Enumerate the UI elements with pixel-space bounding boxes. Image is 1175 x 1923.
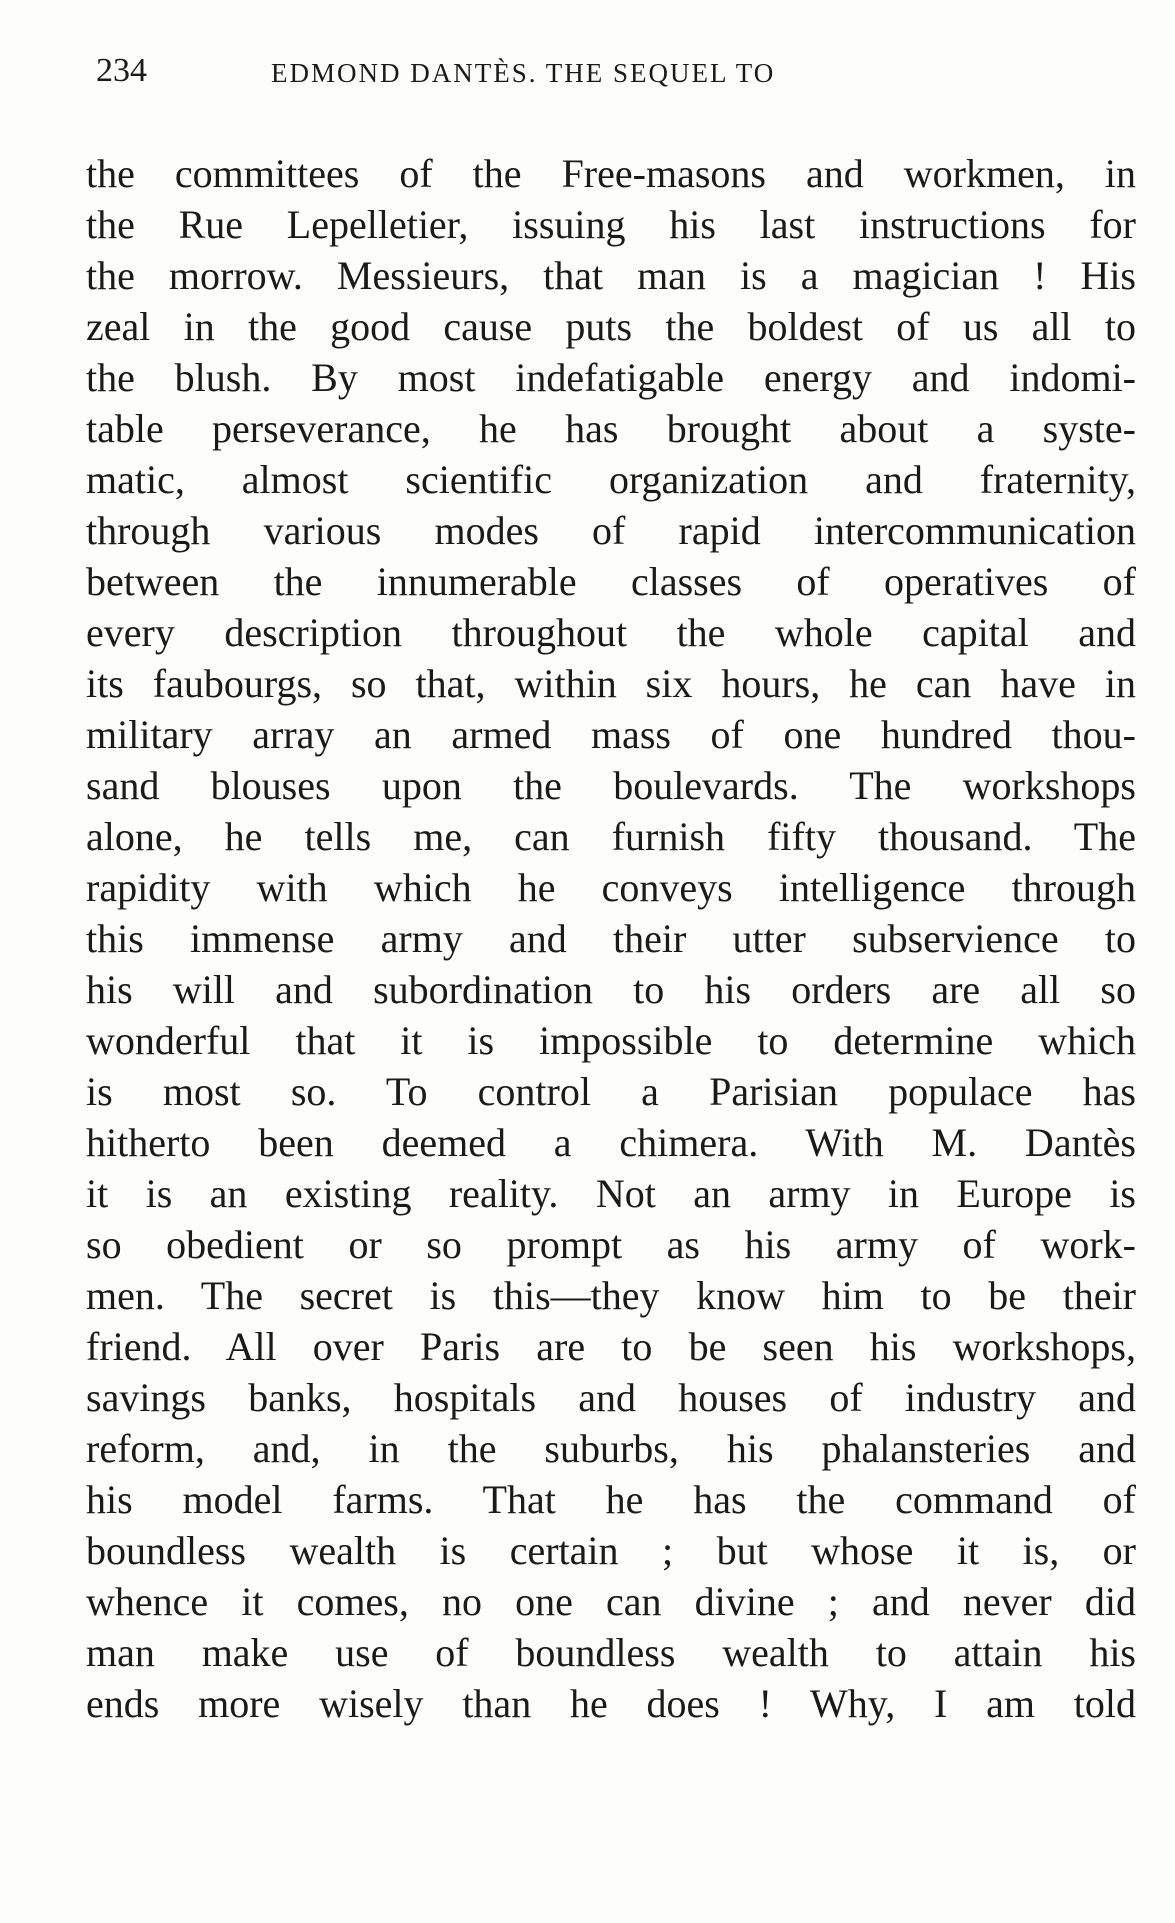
text-line: friend. All over Paris are to be seen his workshops, <box>86 1324 1136 1369</box>
page-number: 234 <box>96 52 147 89</box>
text-line: savings banks, hospitals and houses of industry and <box>86 1375 1136 1420</box>
text-line: this immense army and their utter subservience to <box>86 916 1136 961</box>
text-line: his will and subordination to his orders are all so <box>86 967 1136 1012</box>
text-line: wonderful that it is impossible to determine which <box>86 1018 1136 1063</box>
running-title: EDMOND DANTÈS. THE SEQUEL TO <box>271 58 776 88</box>
text-line: whence it comes, no one can divine ; and never did <box>86 1579 1136 1624</box>
text-line: alone, he tells me, can furnish fifty thousand. The <box>86 814 1136 859</box>
text-line: matic, almost scientific organization and fraternity, <box>86 457 1136 502</box>
text-line: the morrow. Messieurs, that man is a magician ! His <box>86 253 1136 298</box>
text-line: so obedient or so prompt as his army of work- <box>86 1222 1136 1267</box>
page-header <box>96 52 976 92</box>
text-line: the committees of the Free-masons and workmen, in <box>86 151 1136 196</box>
text-line: men. The secret is this—they know him to be their <box>86 1273 1136 1318</box>
text-line: rapidity with which he conveys intelligence through <box>86 865 1136 910</box>
text-line: its faubourgs, so that, within six hours, he can have in <box>86 661 1136 706</box>
text-line: the Rue Lepelletier, issuing his last instructions for <box>86 202 1136 247</box>
page-body-text <box>86 148 1136 1729</box>
text-line: man make use of boundless wealth to attain his <box>86 1630 1136 1675</box>
text-line: sand blouses upon the boulevards. The workshops <box>86 763 1136 808</box>
text-line: the blush. By most indefatigable energy and indomi- <box>86 355 1136 400</box>
text-line: zeal in the good cause puts the boldest of us all to <box>86 304 1136 349</box>
text-line: it is an existing reality. Not an army in Europe is <box>86 1171 1136 1216</box>
text-line: his model farms. That he has the command of <box>86 1477 1136 1522</box>
text-line: is most so. To control a Parisian populace has <box>86 1069 1136 1114</box>
text-line: military array an armed mass of one hundred thou- <box>86 712 1136 757</box>
text-line: through various modes of rapid intercommunication <box>86 508 1136 553</box>
text-line: table perseverance, he has brought about a syste- <box>86 406 1136 451</box>
text-line: reform, and, in the suburbs, his phalansteries and <box>86 1426 1136 1471</box>
text-line: between the innumerable classes of operatives of <box>86 559 1136 604</box>
text-line: every description throughout the whole capital and <box>86 610 1136 655</box>
text-line: ends more wisely than he does ! Why, I am told <box>86 1681 1136 1726</box>
text-line: hitherto been deemed a chimera. With M. Dantès <box>86 1120 1136 1165</box>
text-line: boundless wealth is certain ; but whose it is, or <box>86 1528 1136 1573</box>
